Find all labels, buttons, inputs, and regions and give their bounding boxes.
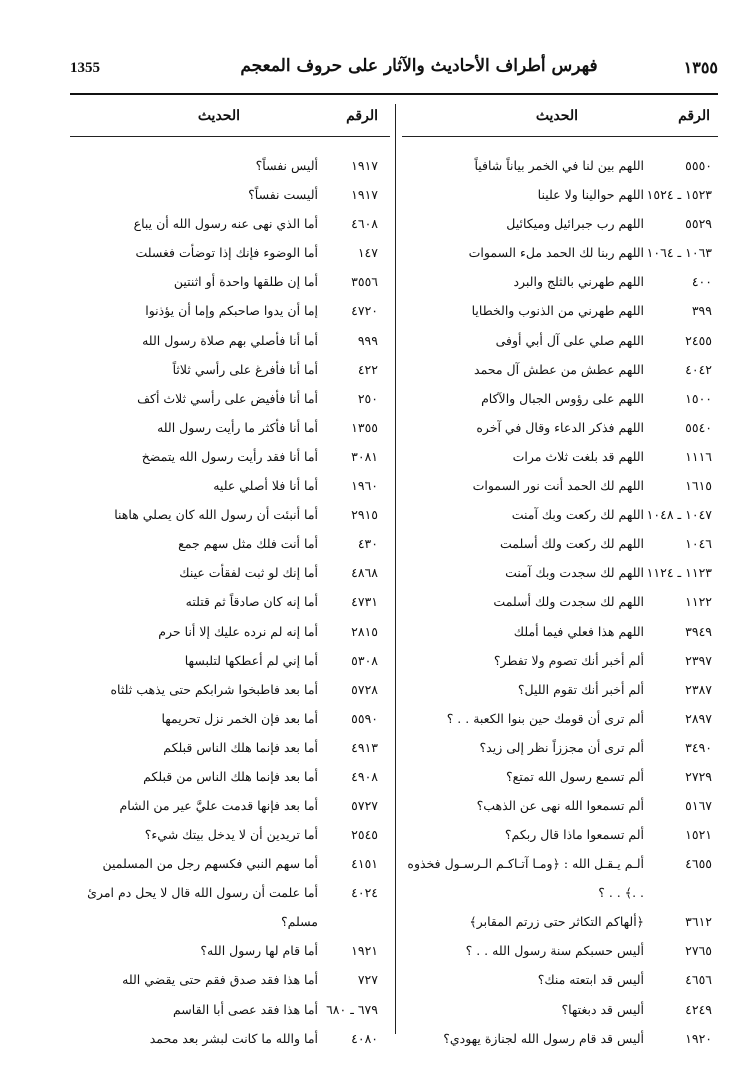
- index-entry: [402, 995, 718, 1024]
- column-header: [70, 104, 390, 137]
- index-entry: [402, 733, 718, 762]
- entry-number: ٤١٥١: [351, 856, 378, 872]
- entry-number: ٥٣٠٨: [351, 652, 378, 668]
- entry-number: ١٠٤٧ ـ ١٠٤٨: [646, 507, 712, 523]
- entry-text: ألم تسمعوا الله نهى عن الذهب؟: [476, 798, 644, 814]
- entry-number: ١١١٦: [685, 448, 712, 464]
- index-column-left: [70, 104, 390, 1046]
- entry-number: ٥٥٤٠: [685, 419, 712, 435]
- index-entry: [70, 500, 390, 529]
- entry-text: أما بعد فاطبخوا شرابكم حتى يذهب ثلثاه: [110, 681, 318, 697]
- index-entry: [70, 704, 390, 733]
- index-entry: [70, 180, 390, 209]
- index-entry: [70, 326, 390, 355]
- entry-number: ٥٥٢٩: [685, 216, 712, 232]
- index-entry: [402, 965, 718, 994]
- entry-number: ٥١٦٧: [685, 798, 712, 814]
- index-entry: [70, 617, 390, 646]
- page-number-arabic: ١٣٥٥: [683, 58, 718, 77]
- entry-text: أما أنا فأصلي بهم صلاة رسول الله: [142, 332, 318, 348]
- entry-text: ألم ترى أن مجززاً نظر إلى زيد؟: [479, 739, 644, 755]
- entry-number: ٤٠٢٤: [351, 885, 378, 901]
- column-divider: [395, 104, 396, 1034]
- index-entry: [402, 151, 718, 180]
- index-entry: [402, 791, 718, 820]
- entry-number: ٣٦١٢: [685, 914, 712, 930]
- entry-number: ١٩٢١: [351, 943, 378, 959]
- index-entry: [70, 529, 390, 558]
- entry-number: ٤٦٥٥: [685, 856, 712, 872]
- entry-text: أليس قد دبغتها؟: [561, 1001, 644, 1017]
- entry-text: أليس حسبكم سنة رسول الله . . ؟: [465, 943, 644, 959]
- entry-number: ١٦١٥: [685, 478, 712, 494]
- entry-text: ﴿ألهاكم التكاثر حتى زرتم المقابر﴾: [469, 914, 644, 930]
- entry-number: ٤٠٤٢: [685, 361, 712, 377]
- entry-text: أما سهم النبي فكسهم رجل من المسلمين: [102, 856, 318, 872]
- entry-number: ٣٩٤٩: [685, 623, 712, 639]
- index-entry: [70, 471, 390, 500]
- entry-number: ١٩٢٠: [685, 1030, 712, 1046]
- entry-number: ٥٧٢٧: [351, 798, 378, 814]
- index-entry: [70, 936, 390, 965]
- entry-text: أما هذا فقد عصى أبا القاسم: [172, 1001, 318, 1017]
- index-entry: [402, 238, 718, 267]
- index-entry: [70, 675, 390, 704]
- entry-text: اللهم لك ركعت ولك أسلمت: [500, 536, 644, 552]
- entry-text: اللهم على رؤوس الجبال والآكام: [481, 390, 644, 406]
- index-entry: [70, 355, 390, 384]
- entry-number: ٩٩٩: [357, 332, 378, 348]
- entry-text: أليست نفساً؟: [248, 187, 318, 203]
- entry-text: أما أنا فأفرغ على رأسي ثلاثاً: [172, 361, 318, 377]
- entry-text: أما إنك لو ثبت لفقأت عينك: [179, 565, 318, 581]
- index-rows: [70, 151, 390, 1053]
- entry-text: أما قام لها رسول الله؟: [200, 943, 318, 959]
- index-entry: [402, 471, 718, 500]
- entry-text: اللهم ربنا لك الحمد ملء السموات: [468, 245, 644, 261]
- entry-number: ٤٢٤٩: [685, 1001, 712, 1017]
- entry-number: ٦٧٩ ـ ٦٨٠: [326, 1001, 378, 1017]
- index-entry: [70, 558, 390, 587]
- column-header: [402, 104, 718, 137]
- index-entry: [70, 209, 390, 238]
- index-entry: [70, 965, 390, 994]
- entry-text: أما الذي نهى عنه رسول الله أن يباع: [133, 216, 318, 232]
- entry-text: اللهم فذكر الدعاء وقال في آخره: [476, 419, 644, 435]
- entry-number: ٤٠٠: [691, 274, 712, 290]
- index-entry: [402, 500, 718, 529]
- entry-number: ٢٧٢٩: [685, 768, 712, 784]
- entry-text: أما بعد فإنما هلك الناس قبلكم: [163, 739, 318, 755]
- entry-number: ٣٩٩: [691, 303, 712, 319]
- entry-text: أما إنه لم نرده عليك إلا أنا حرم: [158, 623, 318, 639]
- entry-number: ٢٣٩٧: [685, 652, 712, 668]
- index-entry: [402, 1024, 718, 1053]
- entry-number: ٤٧٢٠: [351, 303, 378, 319]
- index-entry: [70, 384, 390, 413]
- index-column-right: [402, 104, 718, 1046]
- entry-text: أما بعد فإن الخمر نزل تحريمها: [161, 710, 318, 726]
- entry-text: اللهم طهرني من الذنوب والخطايا: [471, 303, 644, 319]
- entry-text: أما إني لم أعطكها لتلبسها: [184, 652, 318, 668]
- index-entry: [402, 558, 718, 587]
- entry-text: إما أن يدوا صاحبكم وإما أن يؤذنوا: [145, 303, 318, 319]
- index-entry: [402, 646, 718, 675]
- entry-number: ٢٥٠: [357, 390, 378, 406]
- index-entry: [70, 238, 390, 267]
- entry-number: ١٥٠٠: [685, 390, 712, 406]
- index-entry: [402, 907, 718, 936]
- entry-number: ٢٣٨٧: [685, 681, 712, 697]
- entry-number: ٣٠٨١: [351, 448, 378, 464]
- page-number-latin: 1355: [70, 60, 100, 76]
- entry-text: أما تريدين أن لا يدخل بيتك شيء؟: [144, 827, 318, 843]
- entry-number: ٤٧٣١: [351, 594, 378, 610]
- entry-text: أما بعد فإنما هلك الناس من قبلكم: [143, 768, 318, 784]
- entry-text: أليس نفساً؟: [255, 158, 318, 173]
- index-entry: [402, 296, 718, 325]
- entry-text: اللهم رب جبرائيل وميكائيل: [506, 216, 644, 232]
- index-entry: [70, 267, 390, 296]
- entry-number: ٤٦٥٦: [685, 972, 712, 988]
- entry-text: أما علمت أن رسول الله قال لا يحل دم امرئ مسلم؟: [87, 885, 318, 930]
- index-entry: [70, 442, 390, 471]
- index-entry: [402, 209, 718, 238]
- entry-number: ٢٤٥٥: [685, 332, 712, 348]
- entry-number: ٢٧٦٥: [685, 943, 712, 959]
- index-entry: [402, 849, 718, 907]
- index-entry: [70, 995, 390, 1024]
- entry-text: اللهم لك سجدت وبك آمنت: [505, 565, 644, 581]
- entry-number: ٥٧٢٨: [351, 681, 378, 697]
- entry-number: ٥٥٥٠: [685, 158, 712, 173]
- entry-number: ٤٩١٣: [351, 739, 378, 755]
- entry-text: ألم أخبر أنك تقوم الليل؟: [517, 681, 644, 697]
- entry-number: ١١٢٣ ـ ١١٢٤: [646, 565, 712, 581]
- index-entry: [402, 704, 718, 733]
- entry-number: ٤٠٨٠: [351, 1030, 378, 1046]
- entry-number: ١٤٧: [357, 245, 378, 261]
- index-entry: [402, 355, 718, 384]
- entry-number: ٥٥٩٠: [351, 710, 378, 726]
- entry-text: اللهم عطش من عطش آل محمد: [474, 361, 644, 377]
- entry-number: ٢٨٩٧: [685, 710, 712, 726]
- index-entry: [402, 267, 718, 296]
- index-entry: [70, 791, 390, 820]
- entry-number: ٢٩١٥: [351, 507, 378, 523]
- entry-number: ٢٥٤٥: [351, 827, 378, 843]
- index-entry: [402, 180, 718, 209]
- index-entry: [402, 820, 718, 849]
- entry-text: اللهم لك الحمد أنت نور السموات: [472, 478, 644, 494]
- index-entry: [402, 936, 718, 965]
- header-rule: [70, 93, 718, 95]
- entry-number: ١٣٥٥: [351, 419, 378, 435]
- index-entry: [70, 296, 390, 325]
- entry-text: ألم تسمعوا ماذا قال ربكم؟: [504, 827, 644, 843]
- index-entry: [402, 529, 718, 558]
- entry-text: اللهم لك سجدت ولك أسلمت: [493, 594, 644, 610]
- index-entry: [70, 587, 390, 616]
- entry-number: ٣٥٥٦: [351, 274, 378, 290]
- entry-text: ألم تسمع رسول الله تمتع؟: [506, 768, 644, 784]
- entry-text: أما بعد فإنها قدمت عليَّ عير من الشام: [119, 798, 318, 814]
- index-rows: [402, 151, 718, 1053]
- index-entry: [402, 326, 718, 355]
- entry-number: ٤٦٠٨: [351, 216, 378, 232]
- entry-number: ١٥٢١: [685, 827, 712, 843]
- index-entry: [70, 413, 390, 442]
- entry-number: ٤٩٠٨: [351, 768, 378, 784]
- entry-text: أليس قد ابتعته منك؟: [537, 972, 644, 988]
- index-entry: [70, 878, 390, 936]
- entry-text: أما والله ما كانت لبشر بعد محمد: [149, 1030, 318, 1046]
- entry-number: ٤٨٦٨: [351, 565, 378, 581]
- entry-text: اللهم هذا فعلي فيما أملك: [513, 623, 644, 639]
- index-entry: [402, 587, 718, 616]
- index-entry: [402, 413, 718, 442]
- index-entry: [70, 1024, 390, 1053]
- number-column-heading: الرقم: [346, 108, 378, 124]
- entry-number: ٤٢٢: [357, 361, 378, 377]
- entry-number: ٤٣٠: [357, 536, 378, 552]
- index-entry: [402, 762, 718, 791]
- entry-text: أما إن طلقها واحدة أو اثنتين: [173, 274, 318, 290]
- index-entry: [402, 384, 718, 413]
- entry-text: أما إنه كان صادقاً ثم قتلته: [185, 594, 318, 610]
- entry-text: ألم ترى أن قومك حين بنوا الكعبة . . ؟: [446, 710, 644, 726]
- entry-number: ١١٢٢: [685, 594, 712, 610]
- entry-text: ألـم يـقـل الله : ﴿ومـا آتـاكـم الـرسـول فخذوه . .﴾ . . ؟: [407, 856, 644, 901]
- index-entry: [70, 762, 390, 791]
- number-column-heading: الرقم: [678, 108, 710, 124]
- index-entry: [70, 151, 390, 180]
- entry-text: أما أنت فلك مثل سهم جمع: [178, 536, 318, 552]
- entry-text: أما هذا فقد صدق فقم حتى يقضي الله: [122, 972, 318, 988]
- entry-text: أما أنا فأفيض على رأسي ثلاث أكف: [137, 390, 318, 406]
- index-entry: [70, 733, 390, 762]
- entry-text: ألم أخبر أنك تصوم ولا تفطر؟: [493, 652, 644, 668]
- entry-number: ١٠٦٣ ـ ١٠٦٤: [646, 245, 712, 261]
- index-entry: [402, 442, 718, 471]
- entry-number: ١٥٢٣ ـ ١٥٢٤: [646, 187, 712, 203]
- entry-number: ٣٤٩٠: [685, 739, 712, 755]
- entry-text: اللهم قد بلغت ثلاث مرات: [512, 448, 644, 464]
- index-entry: [402, 675, 718, 704]
- entry-text: أليس قد قام رسول الله لجنازة يهودي؟: [443, 1030, 644, 1046]
- entry-text: أما أنا فقد رأيت رسول الله يتمضخ: [141, 448, 318, 464]
- entry-text: اللهم طهرني بالثلج والبرد: [513, 274, 644, 290]
- entry-text: اللهم بين لنا في الخمر بياناً شافياً: [474, 158, 644, 173]
- entry-number: ١٩١٧: [351, 158, 378, 173]
- entry-number: ١٩١٧: [351, 187, 378, 203]
- index-entry: [70, 849, 390, 878]
- entry-text: أما الوضوء فإنك إذا توضأت فغسلت: [135, 245, 318, 261]
- page-header: [70, 56, 718, 92]
- index-entry: [70, 646, 390, 675]
- entry-text: اللهم حوالينا ولا علينا: [537, 187, 644, 203]
- index-entry: [70, 820, 390, 849]
- entry-text: أما أنا فأكثر ما رأيت رسول الله: [157, 419, 318, 435]
- entry-number: ٢٨١٥: [351, 623, 378, 639]
- entry-text: أما أنا فلا أصلي عليه: [213, 478, 318, 494]
- hadith-column-heading: الحديث: [535, 108, 578, 124]
- entry-text: اللهم صلي على آل أبي أوفى: [495, 332, 644, 348]
- entry-number: ١٠٤٦: [685, 536, 712, 552]
- entry-text: اللهم لك ركعت وبك آمنت: [511, 507, 644, 523]
- entry-number: ١٩٦٠: [351, 478, 378, 494]
- index-entry: [402, 617, 718, 646]
- entry-number: ٧٢٧: [357, 972, 378, 988]
- entry-text: أما أنبئت أن رسول الله كان يصلي هاهنا: [114, 507, 318, 523]
- hadith-column-heading: الحديث: [197, 108, 240, 124]
- page-title: فهرس أطراف الأحاديث والآثار على حروف المعجم: [240, 56, 598, 76]
